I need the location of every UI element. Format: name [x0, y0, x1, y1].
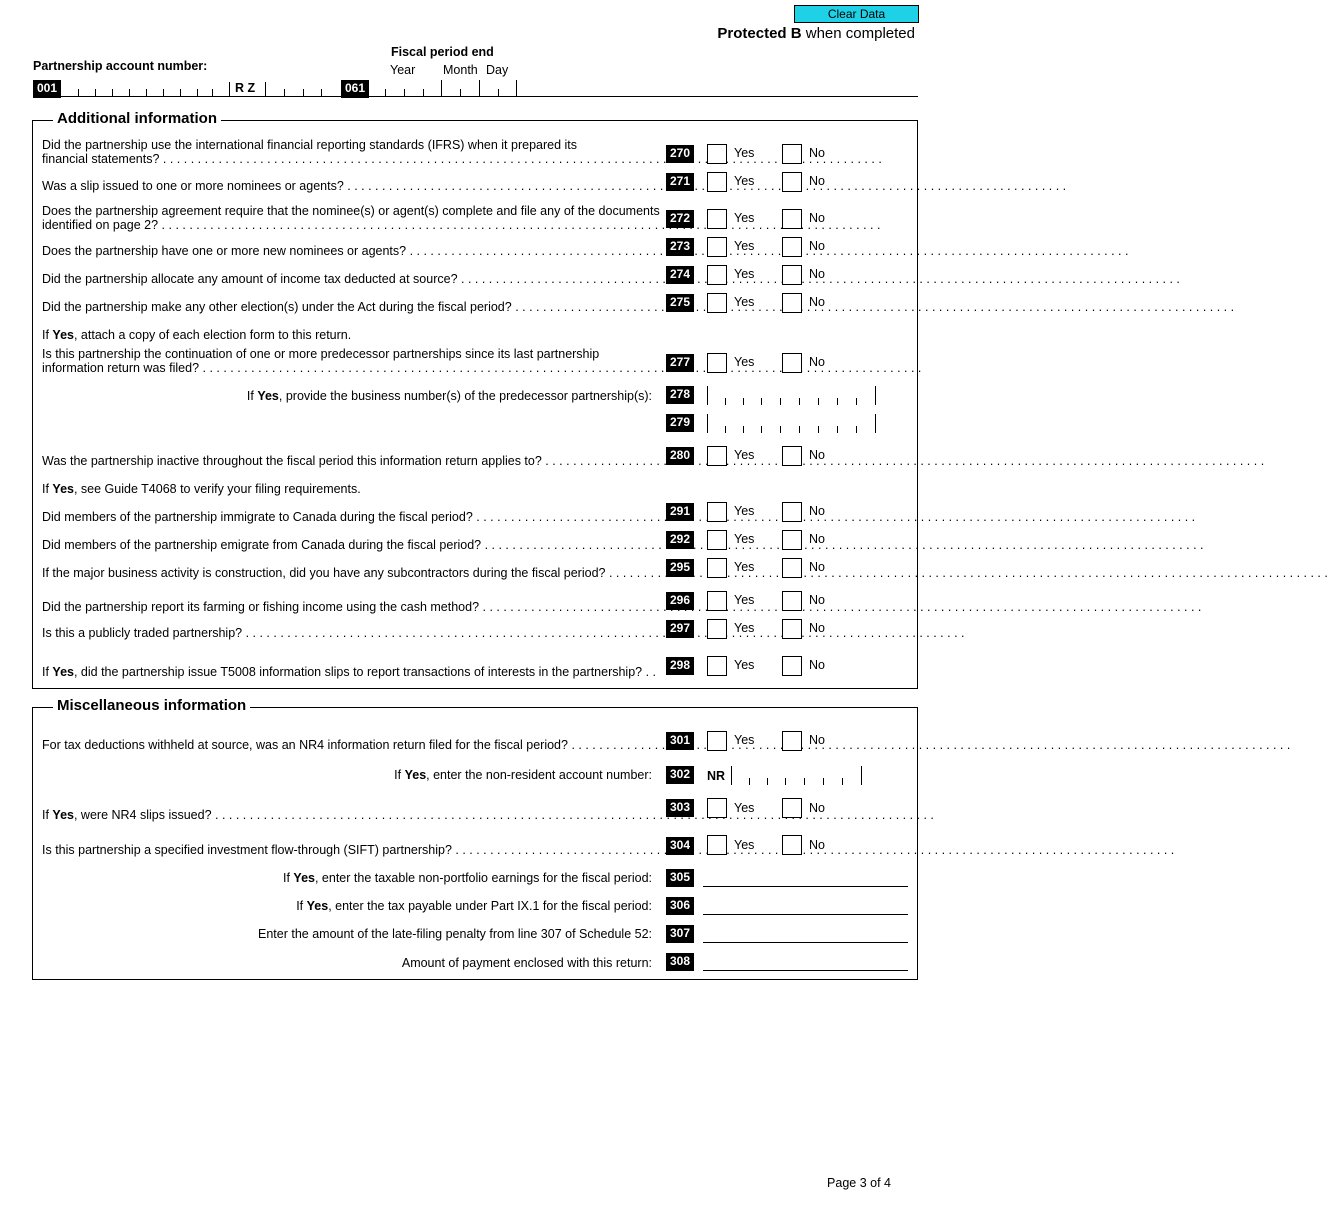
field-code-292: 292 — [666, 531, 694, 549]
checkbox-270-yes[interactable] — [707, 144, 727, 164]
field-code-291: 291 — [666, 503, 694, 521]
question-305: If Yes, enter the taxable non-portfolio earnings for the fiscal period: — [283, 871, 652, 885]
page-number: Page 3 of 4 — [827, 1176, 891, 1190]
fiscal-period-end-input[interactable] — [368, 80, 518, 96]
month-label: Month — [443, 63, 478, 77]
field-code-306: 306 — [666, 897, 694, 915]
checkbox-271-yes[interactable] — [707, 172, 727, 192]
checkbox-304-no[interactable] — [782, 835, 802, 855]
question-307: Enter the amount of the late-filing penalty from line 307 of Schedule 52: — [258, 927, 652, 941]
no-label: No — [809, 448, 825, 462]
checkbox-277-yes[interactable] — [707, 353, 727, 373]
nr-account-input[interactable] — [731, 766, 863, 785]
yes-label: Yes — [734, 239, 755, 253]
yes-label: Yes — [734, 532, 755, 546]
field-code-307: 307 — [666, 925, 694, 943]
yes-label: Yes — [734, 355, 755, 369]
field-code-301: 301 — [666, 732, 694, 750]
no-label: No — [809, 658, 825, 672]
amount-input-305[interactable] — [703, 886, 908, 887]
no-label: No — [809, 838, 825, 852]
checkbox-301-no[interactable] — [782, 731, 802, 751]
checkbox-297-no[interactable] — [782, 619, 802, 639]
field-code-271: 271 — [666, 173, 694, 191]
field-code-295: 295 — [666, 559, 694, 577]
predecessor-bn-input-279[interactable] — [707, 414, 877, 433]
question-308: Amount of payment enclosed with this return: — [401, 956, 652, 970]
checkbox-295-no[interactable] — [782, 558, 802, 578]
fiscal-period-label: Fiscal period end — [391, 45, 494, 59]
field-code-001: 001 — [33, 80, 61, 98]
yes-label: Yes — [734, 838, 755, 852]
checkbox-295-yes[interactable] — [707, 558, 727, 578]
yes-label: Yes — [734, 295, 755, 309]
checkbox-270-no[interactable] — [782, 144, 802, 164]
checkbox-292-no[interactable] — [782, 530, 802, 550]
question-275: Did the partnership make any other election(s) under the Act during the fiscal period? . . . — [42, 300, 654, 314]
question-302: If Yes, enter the non-resident account number: — [394, 768, 652, 782]
checkbox-275-no[interactable] — [782, 293, 802, 313]
checkbox-273-yes[interactable] — [707, 237, 727, 257]
question-274: Did the partnership allocate any amount of income tax deducted at source? . . . — [42, 272, 654, 286]
day-label: Day — [486, 63, 509, 77]
question-271: Was a slip issued to one or more nominees or agents? . . . — [42, 179, 654, 193]
no-label: No — [809, 733, 825, 747]
yes-label: Yes — [734, 801, 755, 815]
field-code-277: 277 — [666, 354, 694, 372]
no-label: No — [809, 146, 825, 160]
checkbox-291-no[interactable] — [782, 502, 802, 522]
field-code-298: 298 — [666, 657, 694, 675]
no-label: No — [809, 267, 825, 281]
checkbox-273-no[interactable] — [782, 237, 802, 257]
yes-label: Yes — [734, 448, 755, 462]
year-label: Year — [390, 63, 416, 77]
field-code-304: 304 — [666, 837, 694, 855]
checkbox-301-yes[interactable] — [707, 731, 727, 751]
yes-label: Yes — [734, 560, 755, 574]
amount-input-306[interactable] — [703, 914, 908, 915]
checkbox-274-yes[interactable] — [707, 265, 727, 285]
checkbox-275-yes[interactable] — [707, 293, 727, 313]
no-label: No — [809, 355, 825, 369]
amount-input-308[interactable] — [703, 970, 908, 971]
no-label: No — [809, 560, 825, 574]
no-label: No — [809, 174, 825, 188]
question-298: If Yes, did the partnership issue T5008 information slips to report transactions of interests in the partnership? . . — [42, 665, 657, 679]
no-label: No — [809, 621, 825, 635]
section-title: Additional information — [53, 110, 221, 127]
field-code-305: 305 — [666, 869, 694, 887]
checkbox-296-yes[interactable] — [707, 591, 727, 611]
header-rule — [33, 96, 918, 97]
checkbox-297-yes[interactable] — [707, 619, 727, 639]
field-code-303: 303 — [666, 799, 694, 817]
no-label: No — [809, 504, 825, 518]
question-277: Is this partnership the continuation of one or more predecessor partnerships since its last partnership information return was filed? . . . — [42, 347, 654, 375]
checkbox-272-yes[interactable] — [707, 209, 727, 229]
question-303: If Yes, were NR4 slips issued? . . . — [42, 808, 654, 822]
field-code-302: 302 — [666, 766, 694, 784]
checkbox-303-no[interactable] — [782, 798, 802, 818]
yes-label: Yes — [734, 211, 755, 225]
election-note: If Yes, attach a copy of each election form to this return. — [42, 328, 352, 342]
checkbox-280-yes[interactable] — [707, 446, 727, 466]
no-label: No — [809, 593, 825, 607]
amount-input-307[interactable] — [703, 942, 908, 943]
field-code-275: 275 — [666, 294, 694, 312]
checkbox-304-yes[interactable] — [707, 835, 727, 855]
field-code-297: 297 — [666, 620, 694, 638]
no-label: No — [809, 801, 825, 815]
yes-label: Yes — [734, 174, 755, 188]
field-code-274: 274 — [666, 266, 694, 284]
checkbox-272-no[interactable] — [782, 209, 802, 229]
field-code-270: 270 — [666, 145, 694, 163]
yes-label: Yes — [734, 733, 755, 747]
rz-label: R Z — [235, 81, 256, 95]
question-301: For tax deductions withheld at source, was an NR4 information return filed for the fiscal period? . . . — [42, 738, 654, 752]
account-number-input[interactable] — [62, 82, 232, 96]
question-304: Is this partnership a specified investment flow-through (SIFT) partnership? . . . — [42, 843, 654, 857]
account-program-input[interactable] — [265, 82, 340, 96]
yes-label: Yes — [734, 593, 755, 607]
question-297: Is this a publicly traded partnership? . . . — [42, 626, 654, 640]
checkbox-298-no[interactable] — [782, 656, 802, 676]
field-code-280: 280 — [666, 447, 694, 465]
checkbox-303-yes[interactable] — [707, 798, 727, 818]
yes-label: Yes — [734, 658, 755, 672]
checkbox-292-yes[interactable] — [707, 530, 727, 550]
question-291: Did members of the partnership immigrate to Canada during the fiscal period? . . . — [42, 510, 654, 524]
inactive-note: If Yes, see Guide T4068 to verify your filing requirements. — [42, 482, 361, 496]
checkbox-298-yes[interactable] — [707, 656, 727, 676]
no-label: No — [809, 211, 825, 225]
nr-prefix: NR — [707, 769, 726, 783]
question-270: Did the partnership use the international financial reporting standards (IFRS) when it prepared its financial statements? . . . — [42, 138, 654, 166]
clear-data-button[interactable]: Clear Data — [794, 5, 919, 23]
question-278: If Yes, provide the business number(s) of the predecessor partnership(s): — [246, 389, 652, 403]
field-code-296: 296 — [666, 592, 694, 610]
yes-label: Yes — [734, 146, 755, 160]
field-code-273: 273 — [666, 238, 694, 256]
no-label: No — [809, 239, 825, 253]
checkbox-280-no[interactable] — [782, 446, 802, 466]
section-title: Miscellaneous information — [53, 697, 250, 714]
field-code-272: 272 — [666, 210, 694, 228]
question-292: Did members of the partnership emigrate from Canada during the fiscal period? . . . — [42, 538, 654, 552]
question-272: Does the partnership agreement require that the nominee(s) or agent(s) complete and file any of the documents identified on page 2? . . . — [42, 204, 654, 232]
question-273: Does the partnership have one or more new nominees or agents? . . . — [42, 244, 654, 258]
field-code-061: 061 — [341, 80, 369, 98]
checkbox-274-no[interactable] — [782, 265, 802, 285]
protected-b-label: Protected B when completed — [717, 25, 915, 42]
yes-label: Yes — [734, 621, 755, 635]
checkbox-291-yes[interactable] — [707, 502, 727, 522]
field-code-279: 279 — [666, 414, 694, 432]
question-306: If Yes, enter the tax payable under Part IX.1 for the fiscal period: — [296, 899, 652, 913]
no-label: No — [809, 295, 825, 309]
checkbox-296-no[interactable] — [782, 591, 802, 611]
question-295: If the major business activity is construction, did you have any subcontractors during the fiscal period? . . . — [42, 566, 654, 580]
yes-label: Yes — [734, 504, 755, 518]
question-280: Was the partnership inactive throughout the fiscal period this information return applies to? . . . — [42, 454, 654, 468]
account-number-label: Partnership account number: — [33, 59, 208, 73]
no-label: No — [809, 532, 825, 546]
checkbox-271-no[interactable] — [782, 172, 802, 192]
question-296: Did the partnership report its farming or fishing income using the cash method? . . . — [42, 600, 654, 614]
field-code-278: 278 — [666, 386, 694, 404]
field-code-308: 308 — [666, 953, 694, 971]
predecessor-bn-input-278[interactable] — [707, 386, 877, 405]
checkbox-277-no[interactable] — [782, 353, 802, 373]
yes-label: Yes — [734, 267, 755, 281]
